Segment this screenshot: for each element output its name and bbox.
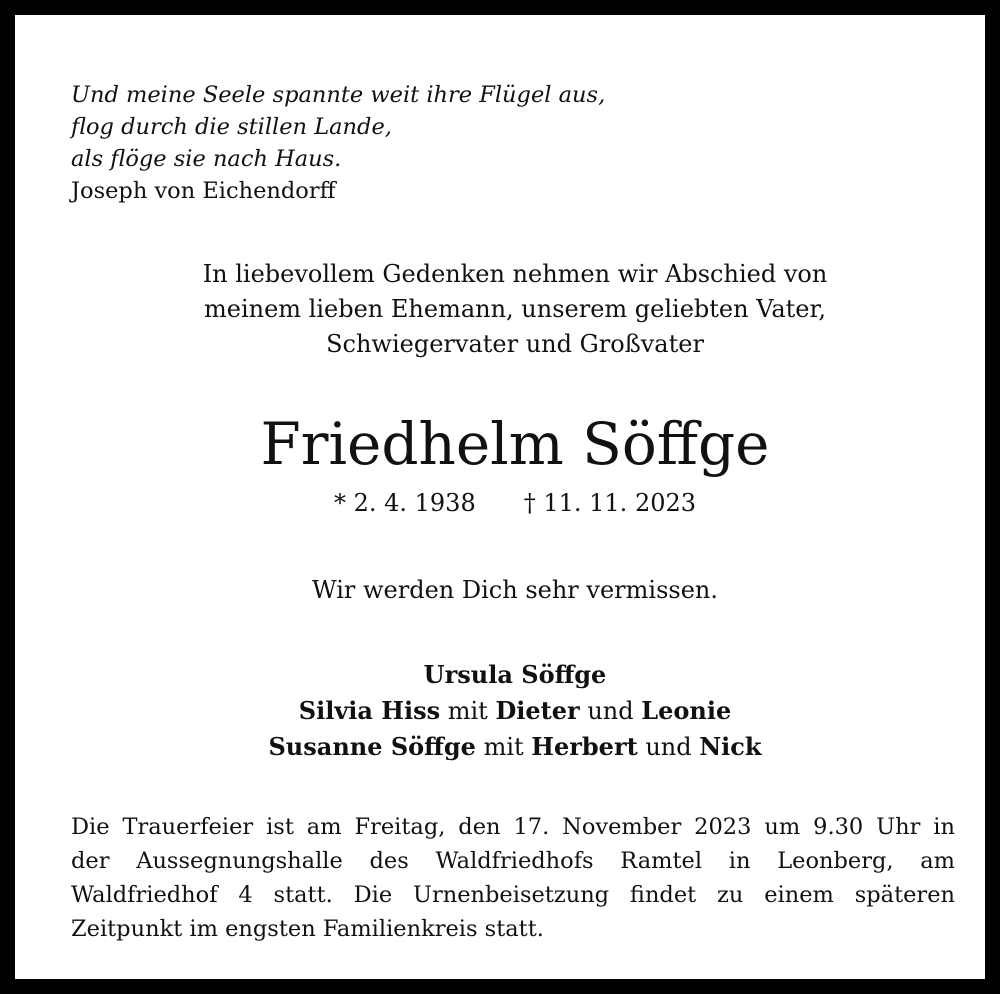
family-signatures [15,657,1000,765]
family-line [15,729,1000,765]
funeral-notice [71,810,955,946]
connector-word: und [645,733,692,761]
poem-author: Joseph von Eichendorff [71,178,336,204]
poem-line: Und meine Seele spannte weit ihre Flügel aus, [71,82,606,108]
connector-word: und [587,697,634,725]
notice-line: der Aussegnungshalle des Waldfriedhofs Ramtel in Leonberg, am [71,848,955,874]
death-date: † 11. 11. 2023 [523,489,697,517]
family-line [15,693,1000,729]
family-member-name: Leonie [641,696,732,725]
family-member-name: Susanne Söffge [268,732,476,761]
family-line [15,657,1000,693]
notice-line: Die Trauerfeier ist am Freitag, den 17. November 2023 um 9.30 Uhr in [71,814,955,840]
family-member-name: Herbert [531,732,638,761]
family-member-name: Nick [699,732,762,761]
birth-date: * 2. 4. 1938 [333,489,476,517]
intro-text [15,257,1000,362]
notice-line: Zeitpunkt im engsten Familienkreis statt. [71,916,544,942]
poem-line: flog durch die stillen Lande, [71,114,392,140]
family-member-name: Silvia Hiss [298,696,441,725]
family-member-name: Ursula Söffge [423,660,607,689]
intro-line: Schwiegervater und Großvater [326,330,704,358]
poem-block [71,79,605,207]
connector-word: mit [483,733,524,761]
deceased-name: Friedhelm Söffge [260,410,770,478]
life-dates [15,485,1000,521]
farewell-message: Wir werden Dich sehr vermissen. [311,576,718,604]
intro-line: In liebevollem Gedenken nehmen wir Abschied von [202,260,828,288]
intro-line: meinem lieben Ehemann, unserem geliebten Vater, [204,295,826,323]
family-member-name: Dieter [495,696,580,725]
poem-line: als flöge sie nach Haus. [71,146,342,172]
connector-word: mit [447,697,488,725]
notice-line: Waldfriedhof 4 statt. Die Urnenbeisetzung findet zu einem späteren [71,882,955,908]
